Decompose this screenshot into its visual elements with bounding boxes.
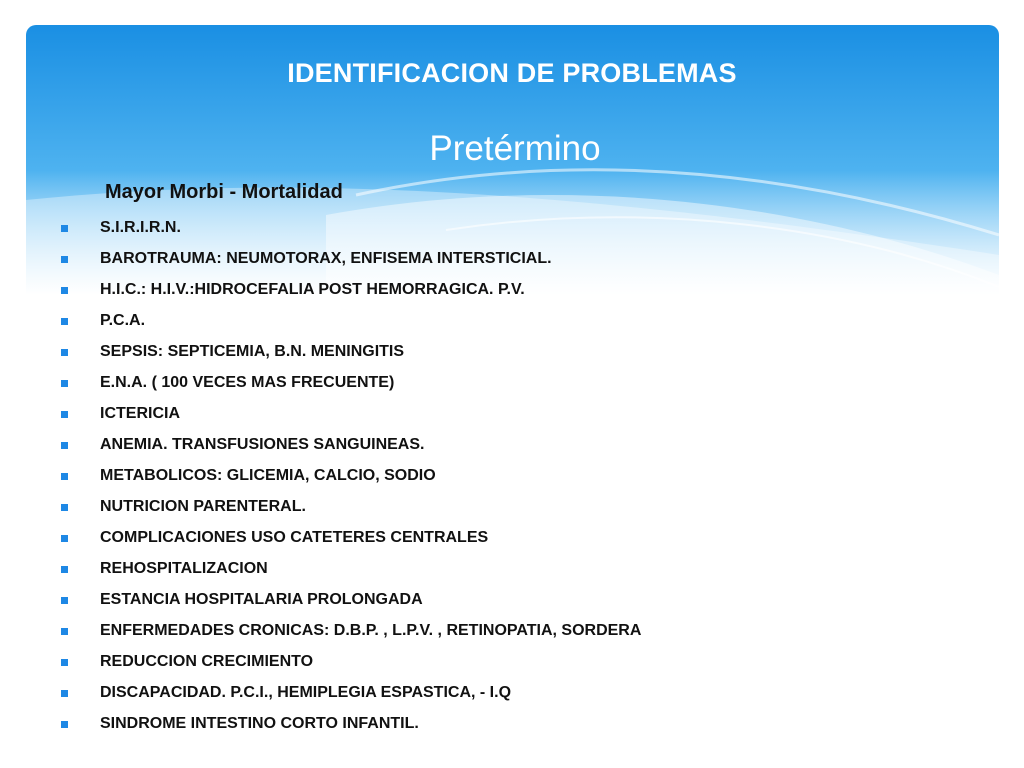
list-item xyxy=(58,651,641,682)
list-item-text: ENFERMEDADES CRONICAS: D.B.P. , L.P.V. , RETINOPATIA, SORDERA xyxy=(100,622,642,639)
square-bullet-icon xyxy=(61,380,68,387)
square-bullet-icon xyxy=(61,287,68,294)
list-item-text: DISCAPACIDAD. P.C.I., HEMIPLEGIA ESPASTICA, - I.Q xyxy=(100,684,512,701)
square-bullet-icon xyxy=(61,566,68,573)
list-item-text: P.C.A. xyxy=(100,312,146,329)
square-bullet-icon xyxy=(61,225,68,232)
list-item xyxy=(58,527,641,558)
section-heading: Mayor Morbi - Mortalidad xyxy=(105,181,343,203)
list-item xyxy=(58,310,641,341)
list-item xyxy=(58,434,641,465)
list-item xyxy=(58,403,641,434)
square-bullet-icon xyxy=(61,659,68,666)
list-item-text: S.I.R.I.R.N. xyxy=(100,219,181,236)
square-bullet-icon xyxy=(61,442,68,449)
square-bullet-icon xyxy=(61,597,68,604)
list-item-text: NUTRICION PARENTERAL. xyxy=(100,498,306,515)
square-bullet-icon xyxy=(61,504,68,511)
square-bullet-icon xyxy=(61,318,68,325)
list-item-text: COMPLICACIONES USO CATETERES CENTRALES xyxy=(100,529,489,546)
list-item xyxy=(58,341,641,372)
square-bullet-icon xyxy=(61,256,68,263)
list-item-text: SINDROME INTESTINO CORTO INFANTIL. xyxy=(100,715,419,732)
list-item-text: REHOSPITALIZACION xyxy=(100,560,268,577)
slide-subtitle: Pretérmino xyxy=(429,129,601,168)
list-item xyxy=(58,217,641,248)
list-item-text: E.N.A. ( 100 VECES MAS FRECUENTE) xyxy=(100,374,395,391)
square-bullet-icon xyxy=(61,473,68,480)
list-item-text: H.I.C.: H.I.V.:HIDROCEFALIA POST HEMORRAGICA. P.V. xyxy=(100,281,525,298)
list-item xyxy=(58,496,641,527)
list-item xyxy=(58,713,641,744)
list-item xyxy=(58,589,641,620)
list-item xyxy=(58,279,641,310)
problem-list xyxy=(58,217,641,744)
list-item xyxy=(58,248,641,279)
list-item xyxy=(58,682,641,713)
square-bullet-icon xyxy=(61,535,68,542)
square-bullet-icon xyxy=(61,628,68,635)
list-item-text: SEPSIS: SEPTICEMIA, B.N. MENINGITIS xyxy=(100,343,405,360)
slide-title: IDENTIFICACION DE PROBLEMAS xyxy=(287,58,737,88)
list-item xyxy=(58,620,641,651)
list-item-text: ICTERICIA xyxy=(100,405,180,422)
square-bullet-icon xyxy=(61,690,68,697)
list-item-text: ANEMIA. TRANSFUSIONES SANGUINEAS. xyxy=(100,436,425,453)
list-item-text: METABOLICOS: GLICEMIA, CALCIO, SODIO xyxy=(100,467,436,484)
list-item xyxy=(58,465,641,496)
list-item-text: REDUCCION CRECIMIENTO xyxy=(100,653,314,670)
list-item-text: ESTANCIA HOSPITALARIA PROLONGADA xyxy=(100,591,423,608)
list-item xyxy=(58,372,641,403)
square-bullet-icon xyxy=(61,411,68,418)
square-bullet-icon xyxy=(61,349,68,356)
list-item-text: BAROTRAUMA: NEUMOTORAX, ENFISEMA INTERSTICIAL. xyxy=(100,250,552,267)
square-bullet-icon xyxy=(61,721,68,728)
list-item xyxy=(58,558,641,589)
